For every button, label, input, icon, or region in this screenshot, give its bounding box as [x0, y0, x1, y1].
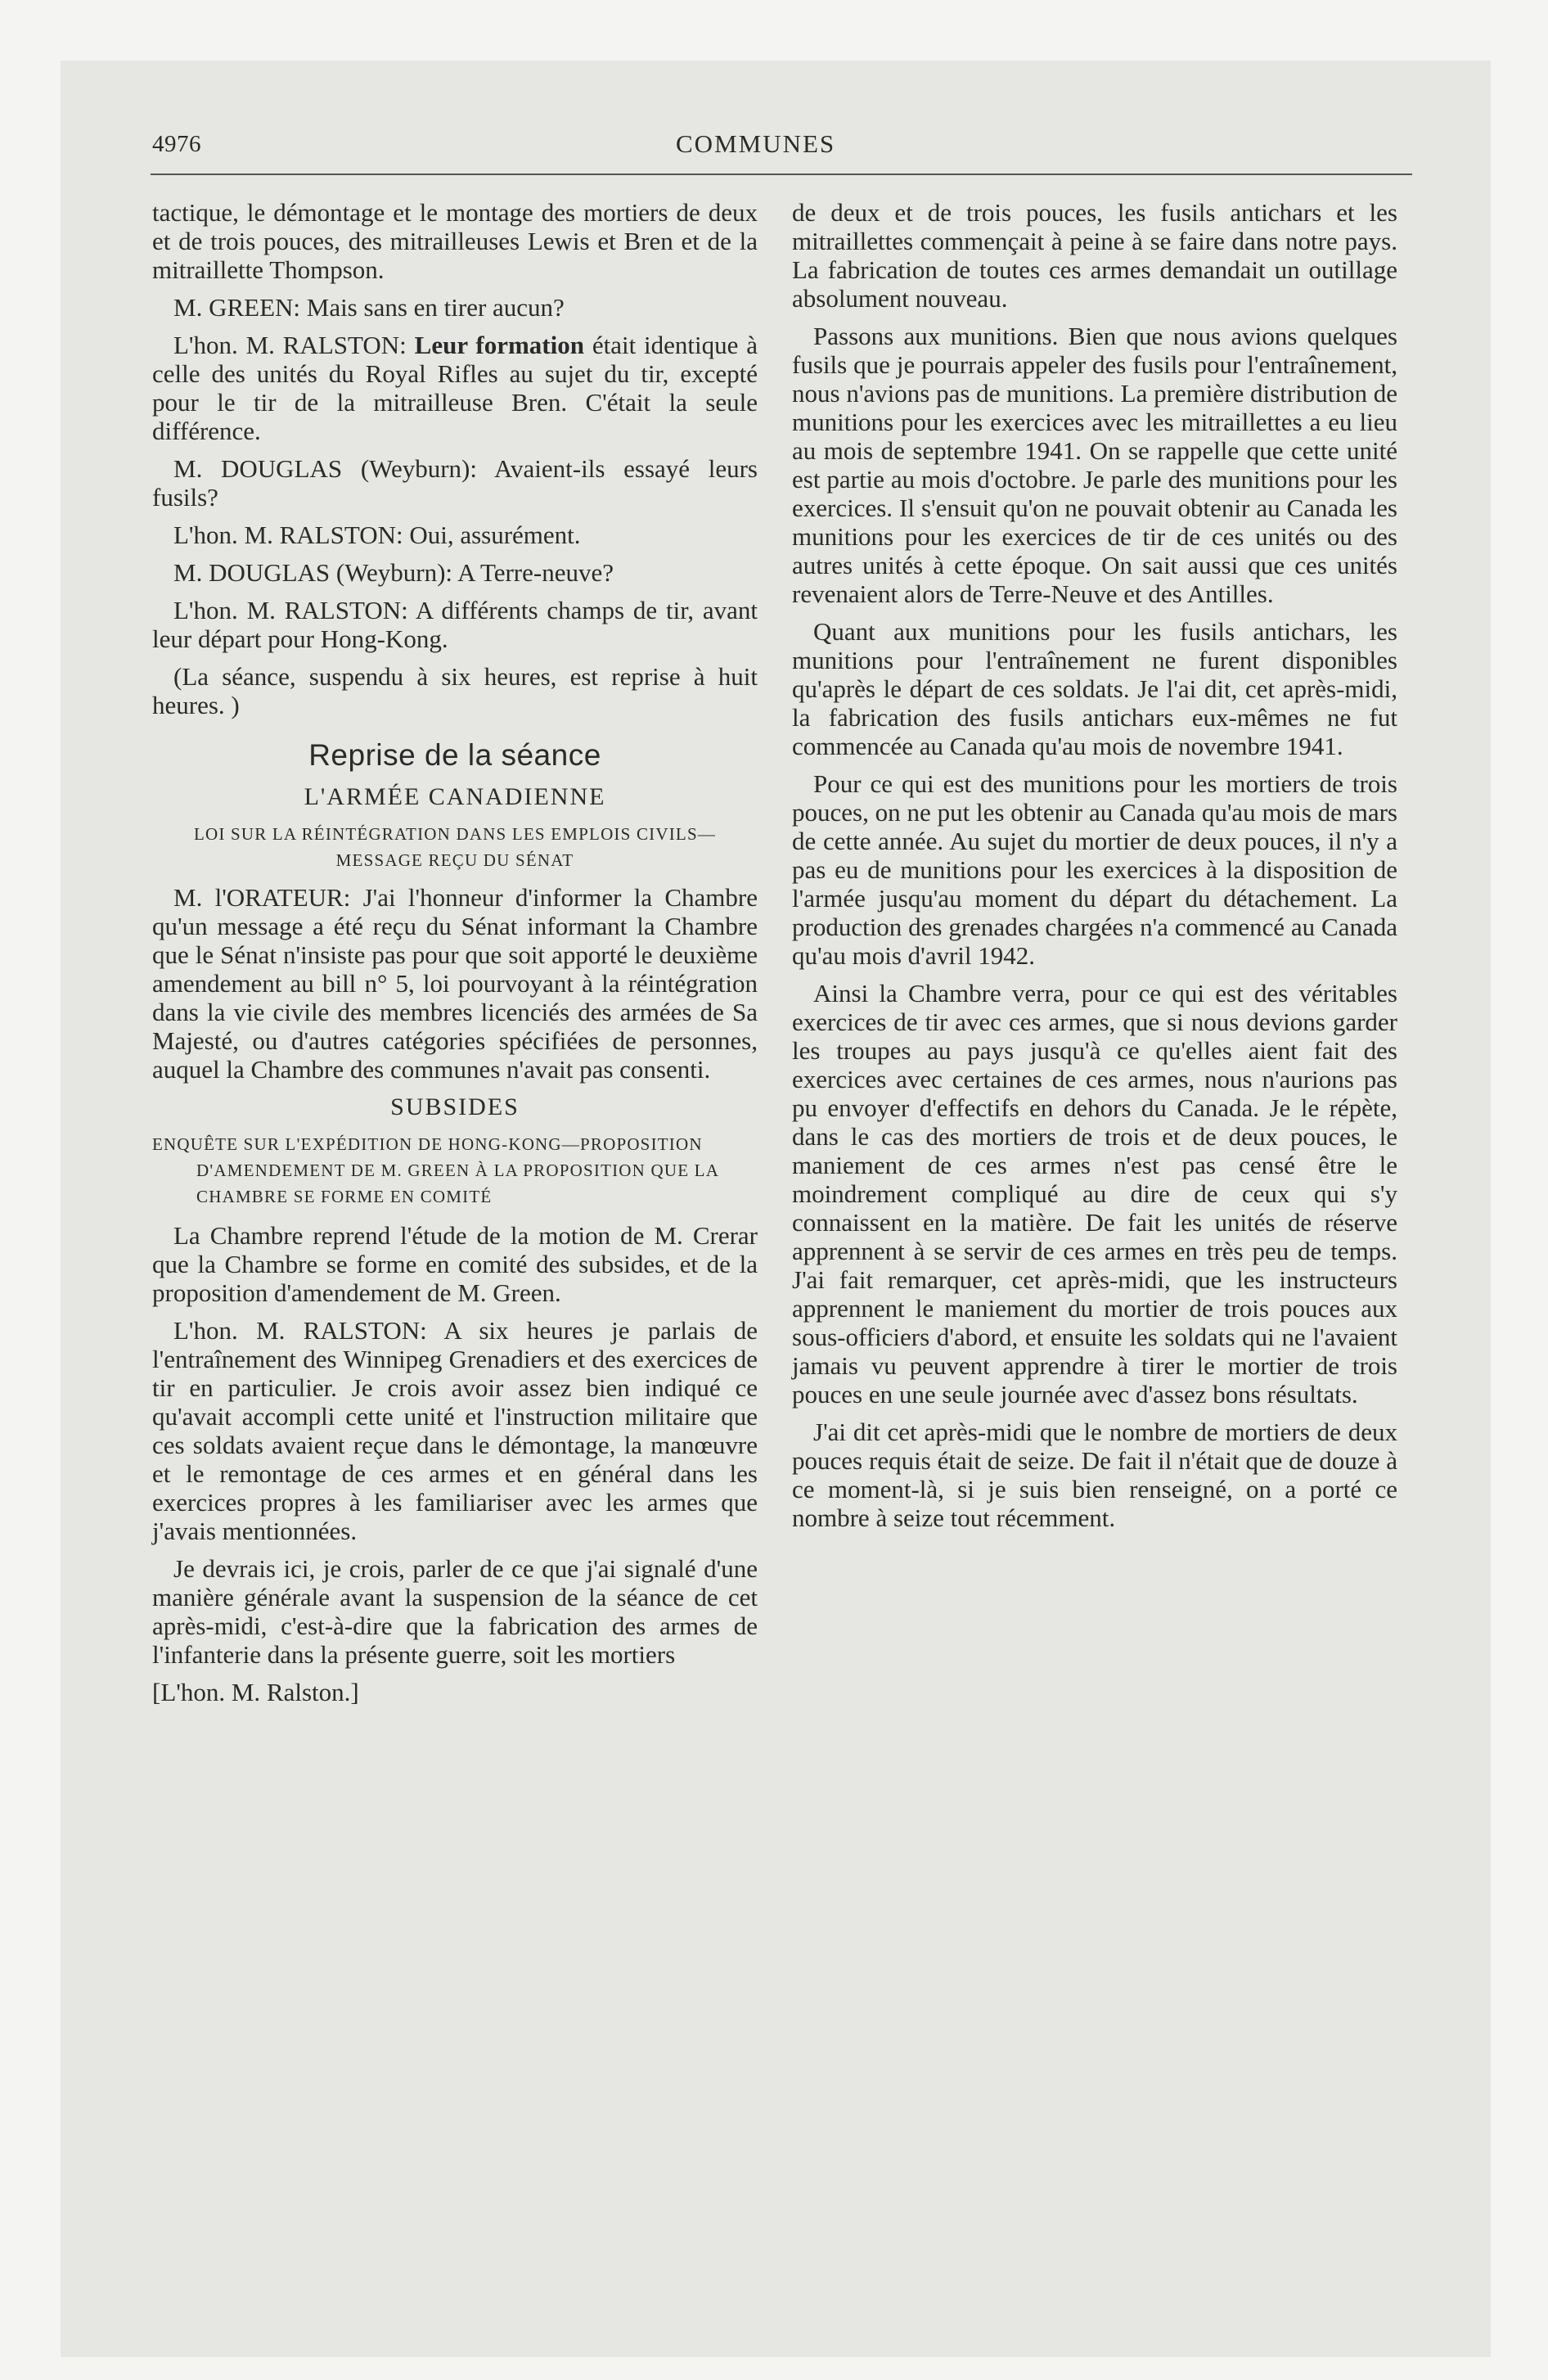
paragraph: tactique, le démontage et le montage des mortiers de deux et de trois pouces, des mitrailleuses Lewis et Bren et de la mitraillette Thompson.	[152, 198, 758, 284]
paragraph: L'hon. M. RALSTON: A six heures je parlais de l'entraînement des Winnipeg Grenadiers et des exercices de tir en particulier. Je crois avoir assez bien indiqué ce qu'avait accompli cette unité et l'instruction militaire que ces soldats avaient reçue dans le démontage, la manœuvre et le remontage de ces armes et en général dans les exercices propres à les familiariser avec les armes que j'avais mentionnées.	[152, 1316, 758, 1545]
paragraph: L'hon. M. RALSTON: Oui, assurément.	[173, 521, 581, 549]
paragraph: Je devrais ici, je crois, parler de ce que j'ai signalé d'une manière générale avant la suspension de la séance de cet après-midi, c'est-à-dire que la fabrication des armes de l'infanterie dans la présente guerre, soit les mortiers	[152, 1554, 758, 1669]
paragraph: L'hon. M. RALSTON: A différents champs de tir, avant leur départ pour Hong-Kong.	[152, 596, 758, 653]
left-column	[152, 198, 758, 1715]
paragraph: M. l'ORATEUR: J'ai l'honneur d'informer la Chambre qu'un message a été reçu du Sénat informant la Chambre que le Sénat n'insiste pas pour que soit apporté le deuxième amendement au bill n° 5, loi pourvoyant à la réintégration dans la vie civile des membres licenciés des armées de Sa Majesté, ou d'autres catégories spécifiées de personnes, auquel la Chambre des communes n'avait pas consenti.	[152, 883, 758, 1084]
paragraph	[152, 331, 758, 445]
paragraph: Ainsi la Chambre verra, pour ce qui est des véritables exercices de tir avec ces armes, que si nous devions garder les troupes au pays jusqu'à ce qu'elles aient fait des exercices avec certaines de ces armes, nous n'aurions pas pu envoyer d'effectifs en dehors du Canada. Je le répète, dans le cas des mortiers de trois et de deux pouces, le maniement de ces armes n'est pas censé être le moindrement compliqué au dire de ceux qui s'y connaissent en la matière. De fait les unités de réserve apprennent à se servir de ces armes en très peu de temps. J'ai fait remarquer, cet après-midi, que les instructeurs apprennent le maniement du mortier de trois pouces aux sous-officiers d'abord, et ensuite les soldats qui ne l'avaient jamais vu peuvent apprendre à tirer le mortier de trois pouces en une seule journée avec d'assez bons résultats.	[792, 979, 1397, 1409]
header-rule	[151, 174, 1412, 175]
right-column	[792, 198, 1397, 1541]
section-title: Reprise de la séance	[308, 738, 601, 772]
subsides-heading: ENQUÊTE SUR L'EXPÉDITION DE HONG-KONG—PROPOSITION D'AMENDEMENT DE M. GREEN À LA PROPOSITION QUE LA CHAMBRE SE FORME EN COMITÉ	[152, 1134, 718, 1206]
paragraph: M. DOUGLAS (Weyburn): A Terre-neuve?	[173, 558, 614, 587]
bold-phrase: Leur formation	[414, 331, 584, 359]
paragraph: J'ai dit cet après-midi que le nombre de mortiers de deux pouces requis était de seize. De fait il n'était que de douze à ce moment-là, si je suis bien renseigné, on a porté ce nombre à seize tout récemment.	[792, 1418, 1397, 1532]
subsides-title: SUBSIDES	[390, 1093, 520, 1120]
paragraph: Quant aux munitions pour les fusils antichars, les munitions pour l'entraînement ne furent disponibles qu'après le départ de ces soldats. Je l'ai dit, cet après-midi, la fabrication des fusils antichars eux-mêmes ne fut commencée au Canada qu'au mois de novembre 1941.	[792, 617, 1397, 760]
paragraph: Passons aux munitions. Bien que nous avions quelques fusils que je pourrais appeler des fusils pour l'entraînement, nous n'avions pas de munitions. La première distribution de munitions pour les exercices avec les mitraillettes a eu lieu au mois de septembre 1941. On se rappelle que cette unité est partie au mois d'octobre. Je parle des munitions pour les exercices. Il s'ensuit qu'on ne pouvait obtenir au Canada les munitions pour les exercices de tir de ces unités ou des autres unités à cette époque. On sait aussi que ces unités revenaient alors de Terre-Neuve et des Antilles.	[792, 322, 1397, 608]
paragraph: La Chambre reprend l'étude de la motion de M. Crerar que la Chambre se forme en comité des subsides, et de la proposition d'amendement de M. Green.	[152, 1221, 758, 1307]
running-head: COMMUNES	[676, 129, 836, 158]
paragraph: de deux et de trois pouces, les fusils antichars et les mitraillettes commençait à peine à se faire dans notre pays. La fabrication de toutes ces armes demandait un outillage absolument nouveau.	[792, 198, 1397, 313]
speaker: L'hon. M. RALSTON:	[173, 331, 407, 359]
speaker-footer: [L'hon. M. Ralston.]	[152, 1678, 359, 1706]
page-number: 4976	[152, 131, 201, 157]
paragraph-text: était identique à celle des unités du Royal Rifles au sujet du tir, excepté pour le tir de la mitrailleuse Bren. C'était la seule différence.	[152, 331, 758, 445]
paragraph: M. DOUGLAS (Weyburn): Avaient-ils essayé leurs fusils?	[152, 454, 758, 512]
paragraph: Pour ce qui est des munitions pour les mortiers de trois pouces, on ne put les obtenir au Canada qu'au mois de mars de cette année. Au sujet du mortier de deux pouces, il n'y a pas eu de munitions pour les exercices à la disposition de l'armée jusqu'au moment du départ du détachement. La production des grenades chargées n'a commencé au Canada qu'au mois d'avril 1942.	[792, 769, 1397, 970]
subsection-heading: LOI SUR LA RÉINTÉGRATION DANS LES EMPLOIS CIVILS—MESSAGE REÇU DU SÉNAT	[193, 824, 717, 870]
paragraph: M. GREEN: Mais sans en tirer aucun?	[173, 293, 565, 322]
paragraph: (La séance, suspendu à six heures, est reprise à huit heures. )	[152, 662, 758, 719]
subsection-title: L'ARMÉE CANADIENNE	[304, 783, 606, 810]
